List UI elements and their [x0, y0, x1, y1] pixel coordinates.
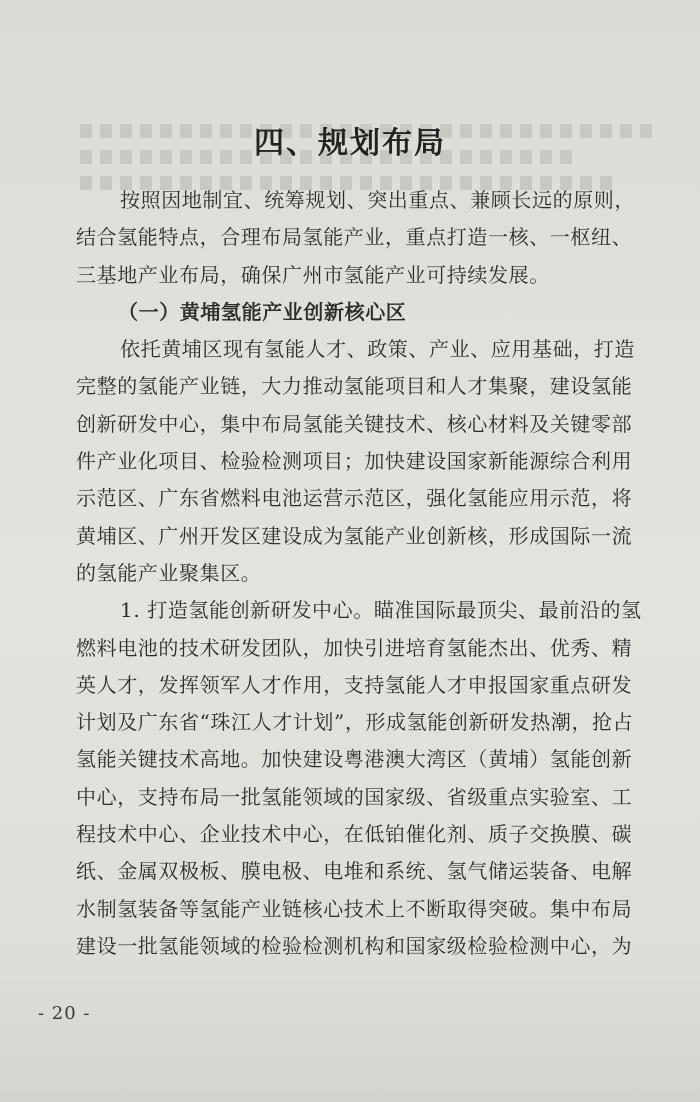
subsection-heading: （一）黄埔氢能产业创新核心区 [118, 299, 407, 324]
text-line: 1. 打造氢能创新研发中心。瞄准国际最顶尖、最前沿的氢 [120, 598, 642, 623]
text-line: 完整的氢能产业链，大力推动氢能项目和人才集聚，建设氢能 [76, 374, 633, 399]
text-line: 依托黄埔区现有氢能人才、政策、产业、应用基础，打造 [120, 337, 635, 362]
text-line: 按照因地制宜、统筹规划、突出重点、兼顾长远的原则， [120, 188, 635, 212]
text-line: 结合氢能特点，合理布局氢能产业，重点打造一核、一枢纽、 [76, 225, 633, 250]
text-line: 件产业化项目、检验检测项目；加快建设国家新能源综合利用 [76, 449, 633, 474]
text-line: 程技术中心、企业技术中心，在低铂催化剂、质子交换膜、碳 [76, 822, 633, 847]
text-line: 氢能关键技术高地。加快建设粤港澳大湾区（黄埔）氢能创新 [76, 747, 633, 772]
text-line: 示范区、广东省燃料电池运营示范区，强化氢能应用示范，将 [76, 486, 633, 511]
page-number: - 20 - [38, 1003, 91, 1024]
text-line: 水制氢装备等氢能产业链核心技术上不断取得突破。集中布局 [76, 896, 633, 921]
text-line: 的氢能产业聚集区。 [76, 560, 262, 585]
text-line: 中心，支持布局一批氢能领域的国家级、省级重点实验室、工 [76, 784, 633, 809]
text-line: 建设一批氢能领域的检验检测机构和国家级检验检测中心，为 [76, 933, 633, 958]
text-line: 计划及广东省“珠江人才计划”，形成氢能创新研发热潮，抢占 [76, 710, 634, 735]
body-text [76, 182, 676, 965]
text-line: 纸、金属双极板、膜电极、电堆和系统、氢气储运装备、电解 [76, 859, 633, 884]
text-line: 英人才，发挥领军人才作用，支持氢能人才申报国家重点研发 [76, 672, 633, 697]
text-line: 三基地产业布局，确保广州市氢能产业可持续发展。 [76, 262, 550, 287]
section-title: 四、规划布局 [254, 126, 446, 161]
text-line: 燃料电池的技术研发团队，加快引进培育氢能杰出、优秀、精 [76, 635, 633, 660]
text-line: 创新研发中心，集中布局氢能关键技术、核心材料及关键零部 [76, 411, 633, 436]
text-line: 黄埔区、广州开发区建设成为氢能产业创新核，形成国际一流 [76, 523, 633, 548]
